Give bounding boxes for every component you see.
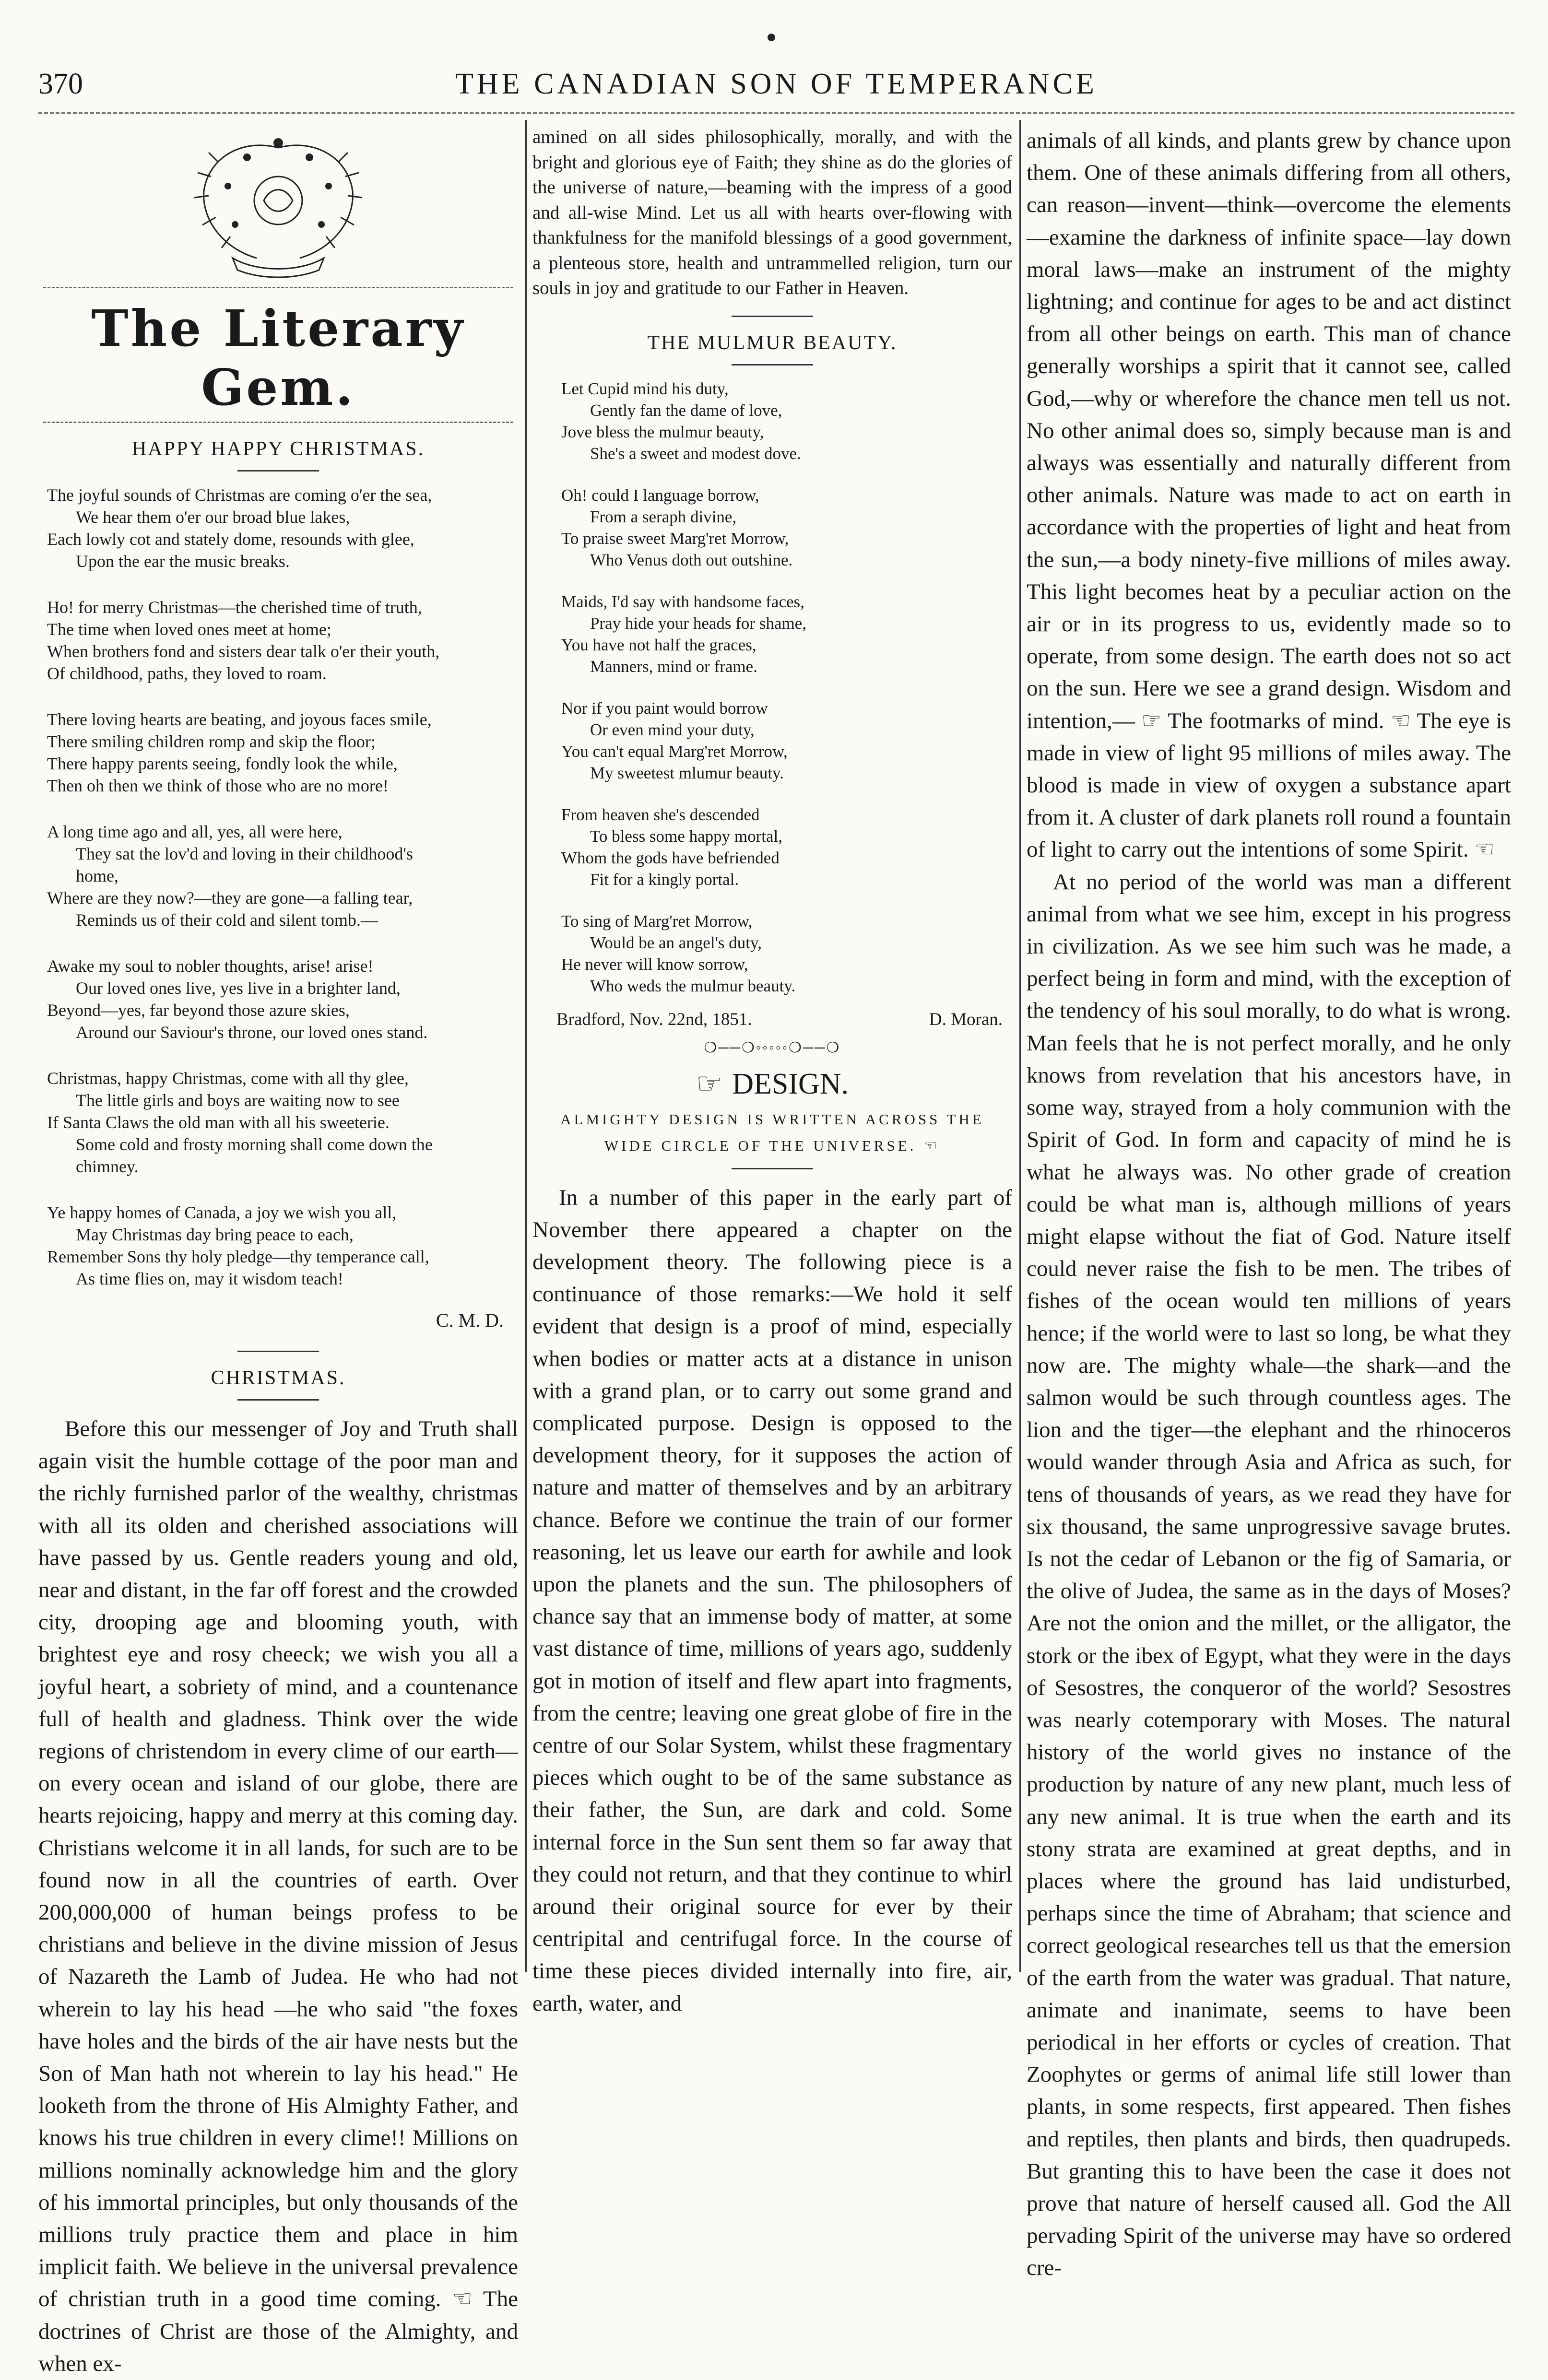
poem-line: There loving hearts are beating, and joyous faces smile, [47, 710, 432, 729]
column-rule-1 [525, 120, 527, 1972]
poem-line: They sat the lov'd and loving in their childhood's [76, 844, 413, 863]
poem-place-date: Bradford, Nov. 22nd, 1851. [556, 1009, 752, 1029]
column-2 [532, 125, 1012, 2016]
poem-line: Around our Saviour's throne, our loved ones stand. [76, 1023, 428, 1042]
poem-line: Where are they now?—they are gone—a falling tear, [47, 888, 413, 907]
poem-line: To sing of Marg'ret Morrow, [561, 911, 753, 931]
poem-stanza [561, 484, 1012, 571]
wreath-ornament-icon [175, 129, 381, 282]
poem-line: When brothers fond and sisters dear talk o'er their youth, [47, 642, 440, 661]
poem-line: There happy parents seeing, fondly look the while, [47, 754, 398, 773]
poem-signature: C. M. D. [436, 1309, 504, 1331]
pointing-hand-icon: ☜ [916, 1137, 941, 1155]
column-1 [38, 125, 518, 2376]
poem-line: Oh! could I language borrow, [561, 485, 759, 505]
poem-stanza [47, 708, 518, 797]
poem-line: Beyond—yes, far beyond those azure skies, [47, 1001, 350, 1020]
poem-stanza [47, 955, 518, 1043]
section-rule [237, 1351, 319, 1352]
running-title: THE CANADIAN SON OF TEMPERANCE [455, 68, 1098, 100]
poem-line: From a seraph divine, [590, 507, 737, 526]
poem-line: The little girls and boys are waiting now to see [76, 1091, 400, 1110]
page-header [38, 67, 1514, 115]
section-heading-literary-gem: The Literary Gem. [91, 299, 465, 417]
poem-line: A long time ago and all, yes, all were here, [47, 822, 343, 841]
poem-stanza [47, 1202, 518, 1290]
poem-line: Then oh then we think of those who are no more! [47, 776, 389, 795]
title-rule [732, 364, 813, 365]
poem-stanza [47, 484, 518, 572]
poem-title-happy-christmas: HAPPY HAPPY CHRISTMAS. [131, 438, 425, 460]
page-number: 370 [38, 68, 83, 100]
column-3 [1027, 125, 1511, 2281]
poem-author: D. Moran. [929, 1009, 1003, 1029]
article-body-christmas-continued: amined on all sides philosophically, morally, and with the bright and glorious eye of Faith; they shine as do the glories of the universe of nature,—beaming with the impress of a good and all-wise Mind. Let us all with hearts over-flowing with thankfulness for the manifold blessings of a good government, a plenteous store, health and untrammelled religion, turn our souls in joy and gratitude to our Father in Heaven. [532, 127, 1012, 298]
poem-stanza [561, 591, 1012, 677]
poem-stanza [47, 1067, 518, 1178]
poem-line: The joyful sounds of Christmas are coming o'er the sea, [47, 485, 432, 505]
poem-line: Each lowly cot and stately dome, resounds with glee, [47, 530, 414, 549]
poem-line: Or even mind your duty, [590, 720, 755, 739]
poem-line: There smiling children romp and skip the floor; [47, 732, 376, 751]
poem-line: To praise sweet Marg'ret Morrow, [561, 529, 789, 548]
title-rule [237, 470, 319, 471]
poem-line: Whom the gods have befriended [561, 848, 780, 867]
poem-line: He never will know sorrow, [561, 954, 748, 974]
poem-line: Some cold and frosty morning shall come down the [76, 1135, 433, 1154]
poem-line: Let Cupid mind his duty, [561, 379, 729, 398]
poem-line: The time when loved ones meet at home; [47, 620, 331, 639]
poem-mulmur-beauty [532, 378, 1012, 997]
poem-line: To bless some happy mortal, [590, 826, 782, 846]
poem-stanza [561, 804, 1012, 890]
poem-stanza [47, 821, 518, 931]
title-rule [732, 1168, 813, 1169]
poem-line: Who weds the mulmur beauty. [590, 976, 796, 995]
poem-line: Upon the ear the music breaks. [76, 552, 290, 571]
poem-stanza [561, 910, 1012, 997]
poem-stanza [561, 697, 1012, 784]
ornament-rule [43, 287, 513, 288]
poem-line: We hear them o'er our broad blue lakes, [76, 507, 350, 527]
article-body-design: In a number of this paper in the early part of November there appeared a chapter on the development theory. The following piece is a continuance of those remarks:—We hold it self evident that design is a proof of mind, especially when bodies or matter acts at a distance in unison with a grand plan, or to carry out some grand and complicated purpose. Design is opposed to the development theory, for it supposes the action of nature and matter of themselves and by an arbitrary chance. Before we continue the train of our former reasoning, let us leave our earth for awhile and look upon the planets and the sun. The philosophers of chance say that an immense body of matter, at some vast distance of time, millions of years ago, suddenly got in motion of itself and flew apart into fragments, from the centre; leaving one great globe of fire in the centre of our Solar System, whilst these fragmentary pieces which ought to be of the same substance as their father, the Sun, are dark and cold. Some internal force in the Sun sent them so far away that they could not return, and that they continue to whirl around their original source for ever by their centripital and centrifugal force. In the course of time these pieces divided internally into fire, air, earth, water, and [532, 1185, 1012, 2016]
poem-line: Ho! for merry Christmas—the cherished time of truth, [47, 598, 422, 617]
poem-title-mulmur-beauty: THE MULMUR BEAUTY. [647, 331, 898, 354]
title-rule [237, 1399, 319, 1401]
poem-line: May Christmas day bring peace to each, [76, 1225, 354, 1244]
poem-line: You can't equal Marg'ret Morrow, [561, 742, 788, 761]
poem-line: She's a sweet and modest dove. [590, 444, 801, 463]
poem-line: Remember Sons thy holy pledge—thy temperance call, [47, 1247, 429, 1266]
poem-line: Nor if you paint would borrow [561, 698, 768, 718]
poem-line: Who Venus doth out outshine. [590, 550, 793, 569]
poem-line: Gently fan the dame of love, [590, 401, 782, 420]
poem-line: home, [76, 866, 118, 885]
poem-line: Our loved ones live, yes live in a brighter land, [76, 978, 401, 998]
header-rule [38, 112, 1514, 114]
article-body-design-continued: animals of all kinds, and plants grew by chance upon them. One of these animals differing from all others, can reason—invent—think—overcome the elements—examine the darkness of infinite space—lay down moral laws—make an instrument of the mighty lightning; and continue for ages to be and act distinct from all other beings on earth. This man of chance generally worships a spirit that it cannot see, called God,—why or wherefore the chance men tell us not. No other animal does so, simply because man is and always was essentially and naturally different from other animals. Nature was made to act on earth in accordance with the properties of light and heat from the sun,—a body ninety-five millions of miles away. This light becomes heat by a peculiar action on the air or in its progress to us, evidently made so to operate, from some design. The earth does not so act on the sun. Here we see a grand design. Wisdom and intention,— ☞ The footmarks of mind. ☜ The eye is made in view of light 95 millions of miles away. The blood is made in view of oxygen a substance apart from it. A cluster of dark planets roll round a fountain of light to carry out the intentions of some Spirit. ☜ [1027, 128, 1511, 862]
article-body-design-paragraph: At no period of the world was man a different animal from what we see him, except in his progress in civilization. As we see him such was he made, a perfect being in form and mind, with the exception of the tendency of his soul morally, to do what is wrong. Man feels that he is not perfect morally, and he only knows from revelation that his ancestors have, in some way, strayed from a holy communion with the Spirit of God. In form and capacity of mind he is what he always was. No other grade of creation could be what man is, although millions of years might elapse without the fiat of God. Nature itself could never raise the fish to be men. The tribes of fishes of the ocean would ten millions of years hence; if the world were to last so long, be what they now are. The mighty whale—the shark—and the salmon would be such through countless ages. The lion and the tiger—the elephant and the rhinoceros would wander through Asia and Africa as such, for tens of thousands of years, as we read they have for six thousand, the same unprogressive savage brutes. Is not the cedar of Lebanon or the fig of Samaria, or the olive of Judea, the same as in the days of Moses? Are not the onion and the millet, or the alligator, the stork or the ibex of Egypt, what they were in the days of Sesostres, the conqueror of the world? Sesostres was nearly cotemporary with Moses. The natural history of the world gives no instance of the production by nature of any new plant, much less of any new animal. It is true when the earth and its stony strata are examined at great depths, and in places where the ground has laid undisturbed, perhaps since the time of Abraham; that science and correct geological researches tell us that the emersion of the earth from the water was gradual. That nature, animate and inanimate, seems to have been periodical in her efforts or cycles of creation. That Zoophytes or germs of animal life still lower than plants, in some respects, first appeared. Then fishes and reptiles, then plants and birds, then quadrupeds. But granting this to have been the case it does not prove that nature of herself caused all. God the All pervading Spirit of the universe may have so ordered cre- [1027, 869, 1511, 2281]
poem-line: Jove bless the mulmur beauty, [561, 422, 764, 441]
section-rule [732, 316, 813, 317]
poem-line: Ye happy homes of Canada, a joy we wish you all, [47, 1203, 397, 1222]
column-rule-2 [1019, 120, 1021, 1972]
poem-line: From heaven she's descended [561, 805, 760, 824]
poem-line: chimney. [76, 1157, 139, 1176]
poem-line: Would be an angel's duty, [590, 933, 762, 952]
poem-dateline [556, 1009, 1003, 1030]
poem-line: Manners, mind or frame. [590, 657, 757, 676]
poem-line: Awake my soul to nobler thoughts, arise! arise! [47, 956, 374, 976]
printer-mark-dot [768, 34, 775, 41]
article-body-christmas: Before this our messenger of Joy and Truth shall again visit the humble cottage of the poor man and the richly furnished parlor of the wealthy, christmas with all its olden and cherished associations will have passed by us. Gentle readers young and old, near and distant, in the far off forest and the crowded city, drooping age and blooming youth, with brightest eye and rosy cheeck; we wish you all a joyful heart, a sobriety of mind, and a countenance full of health and gladness. Think over the wide regions of christendom in every clime of our earth—on every ocean and island of our globe, there are hearts rejoicing, happy and merry at this coming day. Christians welcome it in all lands, for such are to be found now in all the countries of earth. Over 200,000,000 of human beings profess to be christians and believe in the divine mission of Jesus of Nazareth the Lamb of Judea. He who had not wherein to lay his head —he who said "the foxes have holes and the birds of the air have nests but the Son of Man hath not wherein to lay his head." He looketh from the throne of His Almighty Father, and knows his true children in every clime!! Millions on millions nominally acknowledge him and the glory of his immortal principles, but only thousands of the millions truly practice them and place in him implicit faith. We believe in the universal prevalence of christian truth in a good time coming. ☜ The doctrines of Christ are those of the Almighty, and when ex- [38, 1416, 518, 2376]
poem-line: My sweetest mlumur beauty. [590, 763, 784, 782]
poem-line: Maids, I'd say with handsome faces, [561, 592, 804, 611]
poem-line: Reminds us of their cold and silent tomb.— [76, 910, 378, 930]
poem-line: Christmas, happy Christmas, come with all thy glee, [47, 1069, 409, 1088]
heading-rule [43, 422, 513, 423]
poem-line: You have not half the graces, [561, 635, 756, 654]
ornamental-divider: ❍──❍◦◦◦◦◦❍──❍ [704, 1039, 841, 1056]
poem-stanza [47, 596, 518, 684]
article-subtitle-design: ALMIGHTY DESIGN IS WRITTEN ACROSS THE WIDE CIRCLE OF THE UNIVERSE. ☜ [560, 1110, 984, 1155]
article-title-design: ☞ DESIGN. [696, 1065, 849, 1101]
poem-line: Of childhood, paths, they loved to roam. [47, 664, 327, 683]
poem-line: If Santa Claws the old man with all his sweeterie. [47, 1113, 390, 1132]
poem-line: Pray hide your heads for shame, [590, 613, 806, 633]
poem-line: As time flies on, may it wisdom teach! [76, 1269, 343, 1288]
poem-stanza [561, 378, 1012, 464]
poem-line: Fit for a kingly portal. [590, 870, 739, 889]
pointing-hand-icon: ☞ [696, 1065, 733, 1101]
article-title-christmas: CHRISTMAS. [211, 1367, 346, 1389]
